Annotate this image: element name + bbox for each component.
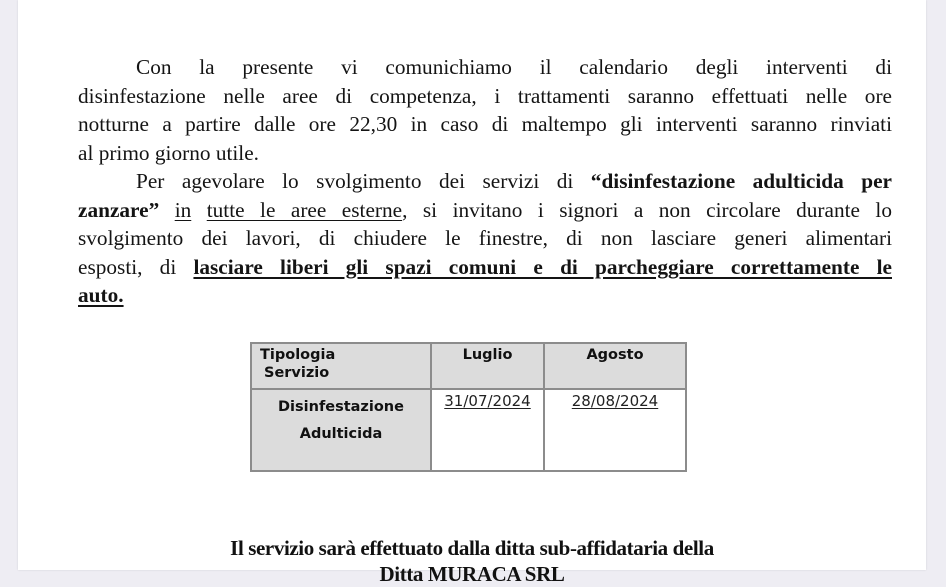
- text-run: [191, 198, 206, 222]
- text-line: Con la presente vi comunichiamo il calendario degli interventi di: [136, 55, 892, 79]
- cell-date-july: [431, 389, 544, 471]
- cell-service: [251, 389, 431, 471]
- parking-instruction: lasciare liberi gli spazi comuni e di parcheggiare correttamente le: [193, 254, 892, 279]
- underlined-areas: tutte le aree esterne: [206, 197, 403, 222]
- header-text: Agosto: [586, 347, 644, 363]
- text-line: [78, 167, 892, 196]
- text-line: svolgimento dei lavori, di chiudere le finestre, di non lasciare generi alimentari: [78, 226, 892, 251]
- service-name-bold: “disinfestazione adulticida per: [590, 169, 892, 193]
- header-text: Luglio: [462, 347, 513, 363]
- cell-date-august: [544, 389, 686, 471]
- text-run: esposti, di: [78, 254, 194, 279]
- text-line: [78, 196, 892, 225]
- header-label: [252, 344, 430, 382]
- underlined-in: in: [174, 197, 192, 222]
- schedule-table: [250, 342, 687, 472]
- date-text: 28/08/2024: [571, 392, 659, 410]
- text-run: , si invitano i signori a non circolare durante lo: [402, 197, 892, 222]
- header-month-august: [544, 343, 686, 389]
- header-text: Tipologia: [260, 347, 336, 363]
- text-line: notturne a partire dalle ore 22,30 in caso di maltempo gli interventi saranno rinviati: [78, 112, 892, 137]
- paragraph-intro: [78, 53, 892, 167]
- footer-contractor-note: [18, 535, 926, 586]
- text-line: al primo giorno utile.: [78, 140, 259, 165]
- document-page: [18, 0, 926, 586]
- parking-instruction: auto.: [78, 283, 124, 308]
- text-run: [159, 198, 174, 222]
- text-line: disinfestazione nelle aree di competenza, i trattamenti saranno effettuati nelle ore: [78, 83, 892, 108]
- text-run: Per agevolare lo svolgimento dei servizi di: [136, 169, 591, 193]
- date-text: 31/07/2024: [444, 392, 531, 410]
- footer-line-cropped: Ditta MURACA SRL: [379, 562, 565, 586]
- text-line: [78, 253, 892, 282]
- cell-text: Adulticida: [299, 426, 383, 442]
- footer-line: Il servizio sarà effettuato dalla ditta sub-affidataria della: [230, 536, 714, 560]
- header-text: Servizio: [264, 365, 330, 381]
- table-row: [251, 389, 686, 471]
- paragraph-instructions: [78, 167, 892, 310]
- text-line: [78, 281, 892, 310]
- header-service-type: [251, 343, 431, 389]
- header-month-july: [431, 343, 544, 389]
- cell-text: Disinfestazione: [278, 399, 404, 415]
- service-label: [252, 390, 430, 448]
- service-name-bold: zanzare”: [78, 197, 160, 222]
- table-header-row: [251, 343, 686, 389]
